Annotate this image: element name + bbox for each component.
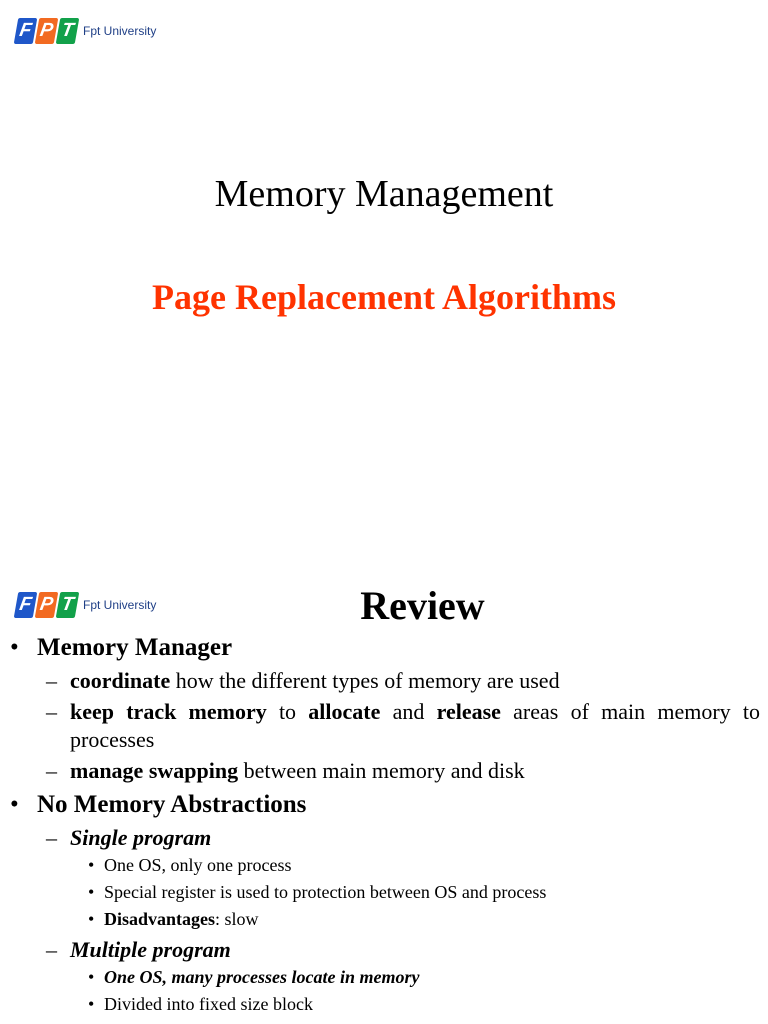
bold-term: coordinate [70,668,171,693]
sub-bullet-manage-swapping [0,757,768,785]
bullet-list [0,632,768,1018]
bullet-dot-icon: • [88,855,95,875]
fpt-logo [16,18,156,44]
sub-heading: Multiple program [70,937,231,962]
bullet-text: between main memory and disk [238,758,525,783]
bullet-heading: Memory Manager [37,634,233,661]
bullet-text: Divided into fixed size block [104,994,313,1014]
dash-icon: – [46,758,57,783]
dash-icon: – [46,668,57,693]
bullet-text: areas of main memory to processes [70,699,760,752]
bullet-dot-icon: • [88,882,95,902]
sub-bullet-keep-track [0,698,768,754]
bold-term: allocate [308,699,381,724]
slide-subtitle: Page Replacement Algorithms [152,277,616,317]
bullet-dot-icon: • [10,791,19,818]
sub-bullet-coordinate [0,667,768,695]
dash-icon: – [46,825,57,850]
bullet-dot-icon: • [88,967,95,987]
fpt-logo-tiles [16,18,77,44]
logo-tile-f: F [14,18,38,44]
fpt-logo [16,592,156,618]
bullet-dot-icon: • [10,634,19,661]
item-one-os-one-process [0,852,768,879]
bullet-dot-icon: • [88,909,95,929]
item-special-register [0,879,768,906]
logo-tile-p: P [35,18,59,44]
logo-tile-t: T [56,18,80,44]
bullet-text: One OS, many processes locate in memory [104,967,420,987]
logo-tile-t: T [56,592,80,618]
bullet-no-memory-abstractions [0,789,768,821]
item-one-os-many-processes [0,964,768,991]
bullet-text: : slow [215,909,259,929]
bold-term: keep track memory [70,699,267,724]
bullet-text: to [266,699,309,724]
item-disadvantages [0,906,768,933]
review-slide [0,576,768,1024]
bullet-text: One OS, only one process [104,855,292,875]
bullet-dot-icon: • [88,994,95,1014]
bullet-memory-manager [0,632,768,664]
bold-term: manage swapping [70,758,239,783]
bullet-text: Special register is used to protection between OS and process [104,882,547,902]
bullet-text: and [380,699,437,724]
sub-heading: Single program [70,825,212,850]
logo-university-name: Fpt University [83,24,157,38]
logo-university-name: Fpt University [83,598,157,612]
bullet-heading: No Memory Abstractions [37,791,307,818]
dash-icon: – [46,699,57,724]
logo-tile-p: P [35,592,59,618]
slide-title: Memory Management [214,173,554,215]
logo-tile-f: F [14,592,38,618]
fpt-logo-tiles [16,592,77,618]
item-fixed-size-block [0,991,768,1018]
dash-icon: – [46,937,57,962]
bold-term: release [436,699,501,724]
slide-body [0,632,768,1018]
sub-bullet-single-program [0,824,768,852]
bullet-text: how the different types of memory are used [170,668,560,693]
sub-bullet-multiple-program [0,936,768,964]
slide-title: Review [360,583,485,628]
bold-term: Disadvantages [104,909,216,929]
